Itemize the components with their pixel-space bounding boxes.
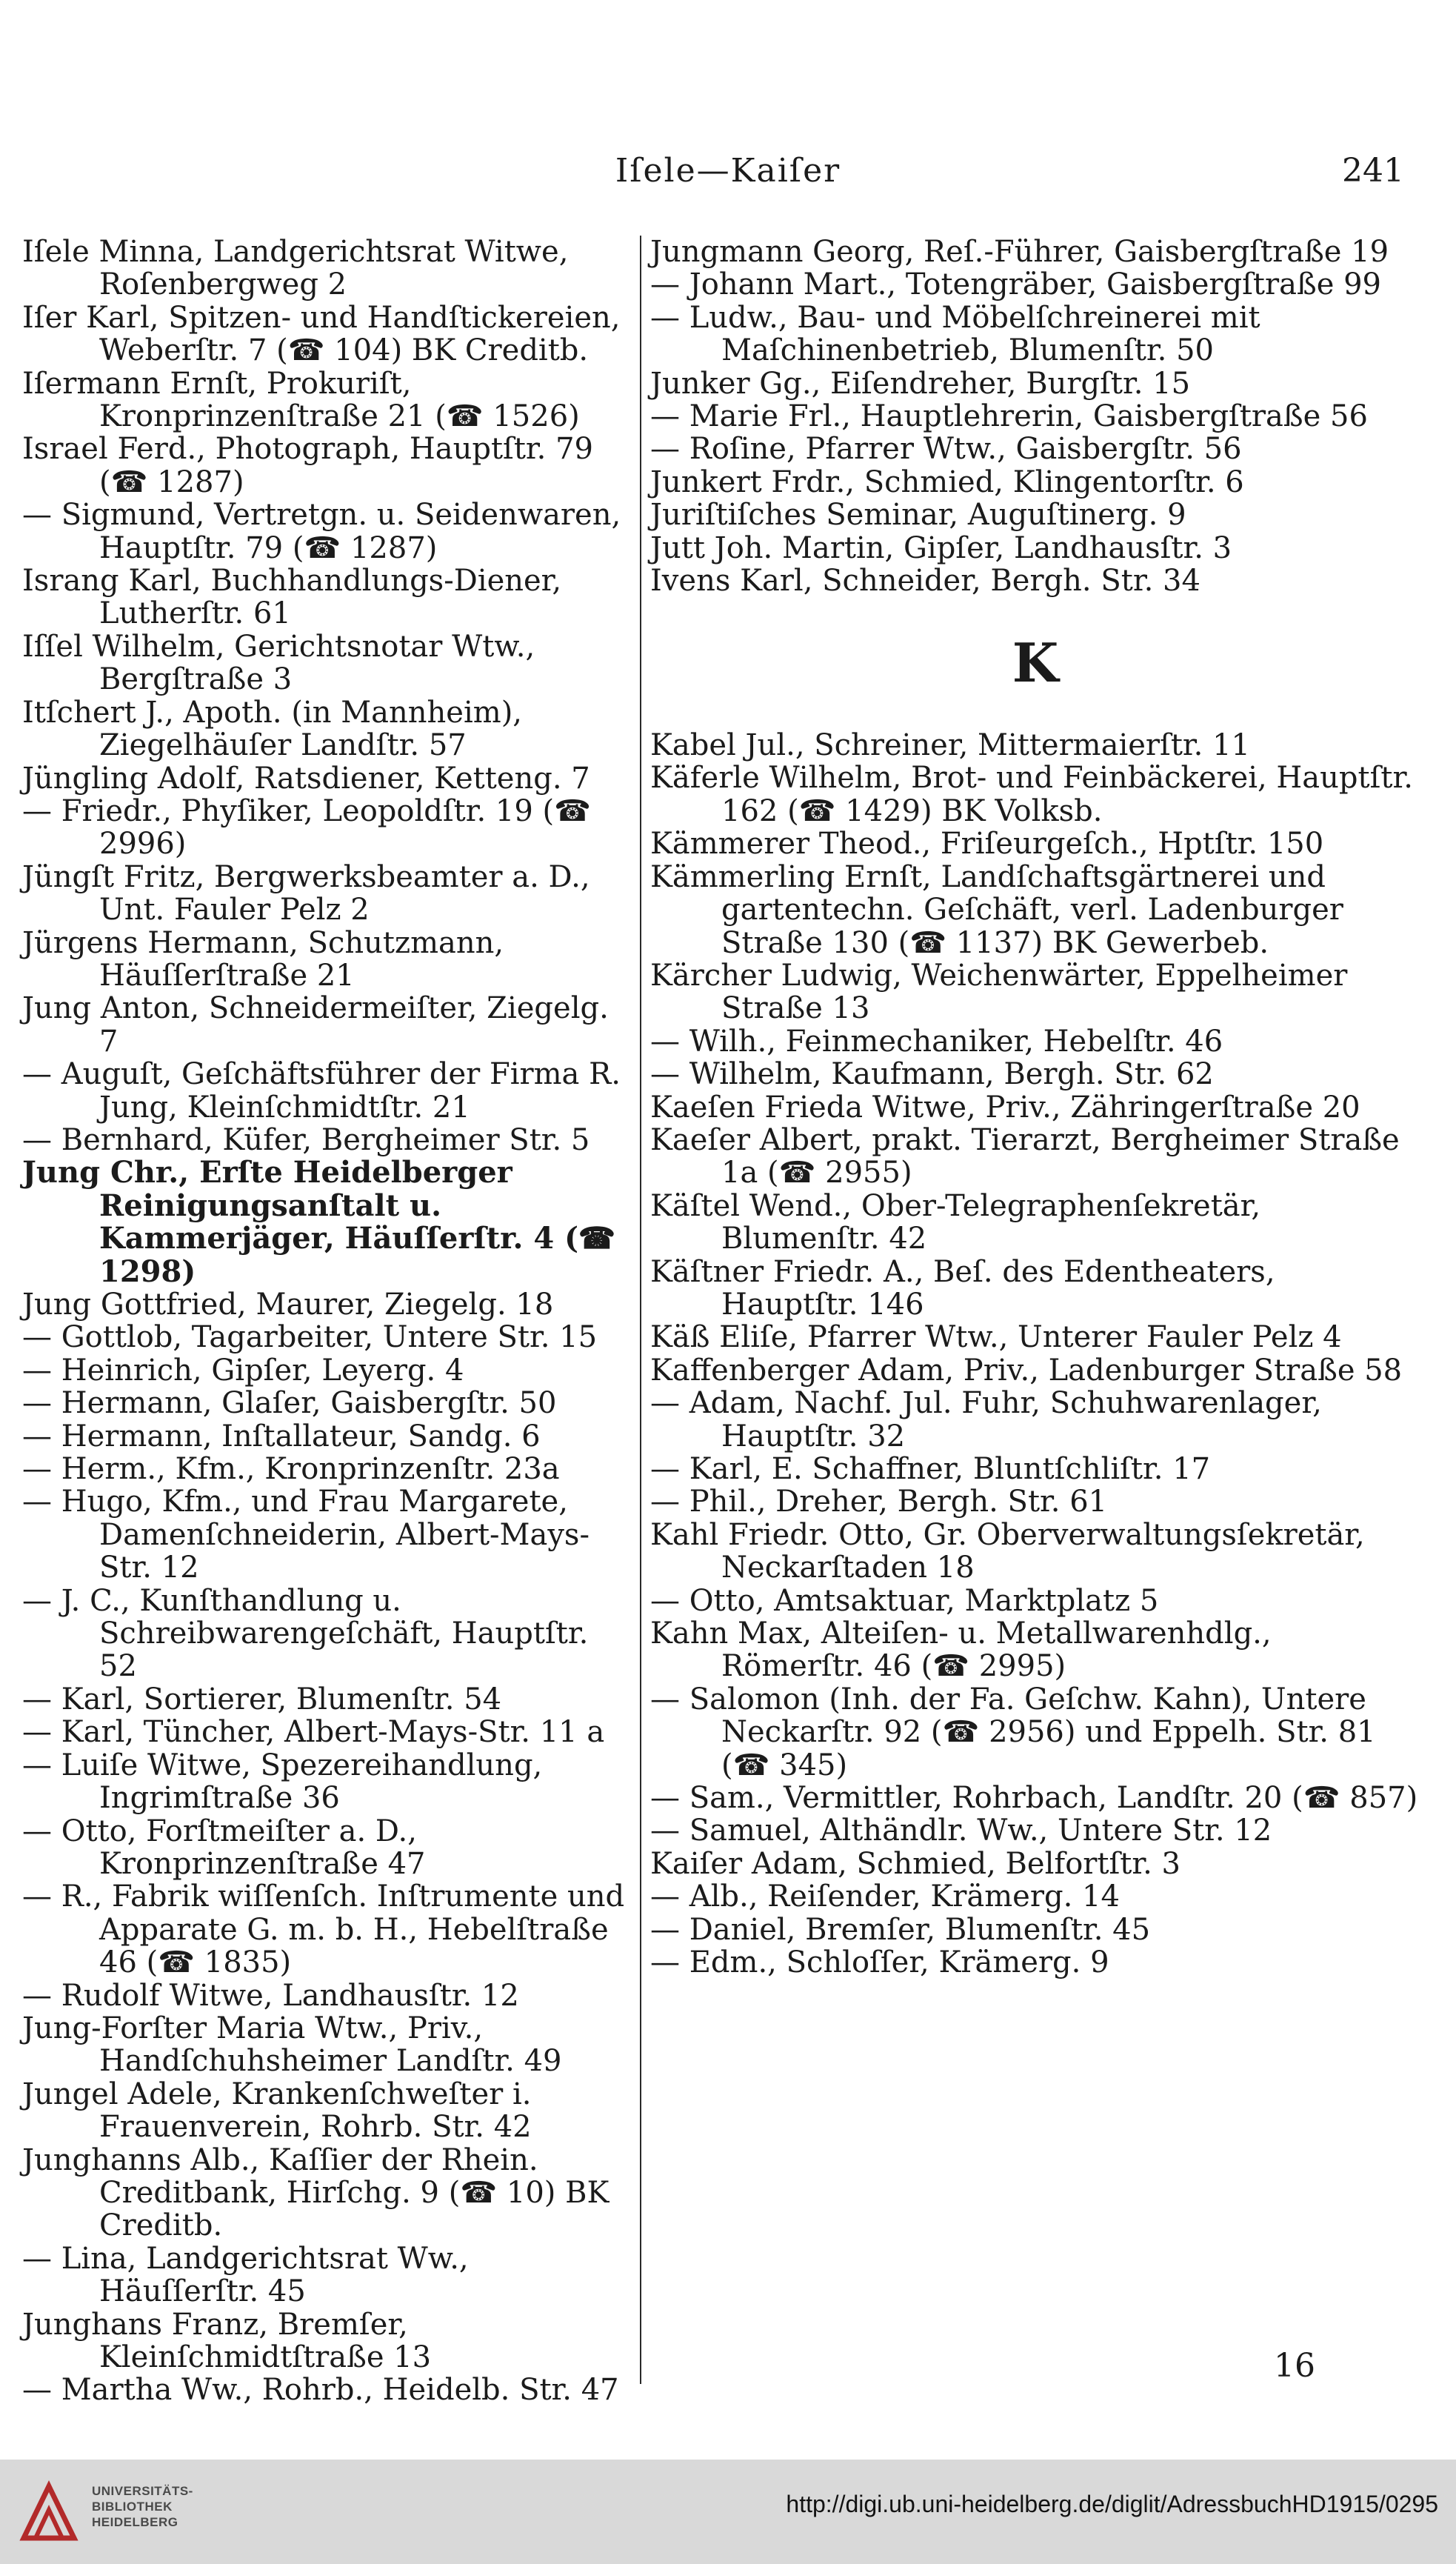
library-name bbox=[92, 2483, 193, 2530]
directory-entry: — Bernhard, Küfer, Bergheimer Str. 5 bbox=[22, 1122, 590, 1157]
right-column-top-entries bbox=[650, 236, 1420, 597]
directory-entry: Käſtel Wend., Ober-Telegraphenſekretär, Blumenſtr. 42 bbox=[650, 1188, 1261, 1256]
directory-entry: Jungmann Georg, Reſ.-Führer, Gaisbergſtraße 19 bbox=[650, 235, 1389, 269]
directory-entry: Jüngling Adolf, Ratsdiener, Ketteng. 7 bbox=[22, 761, 590, 796]
directory-entry: Junker Gg., Eiſendreher, Burgſtr. 15 bbox=[650, 366, 1191, 401]
directory-entry: — Adam, Nachf. Jul. Fuhr, Schuhwarenlager, Hauptſtr. 32 bbox=[650, 1386, 1322, 1454]
directory-entry: — Gottlob, Tagarbeiter, Untere Str. 15 bbox=[22, 1320, 598, 1355]
directory-entry: — Edm., Schloſſer, Krämerg. 9 bbox=[650, 1945, 1109, 1980]
directory-entry: Kärcher Ludwig, Weichenwärter, Eppelheimer Straße 13 bbox=[650, 958, 1348, 1026]
directory-entry: — Martha Ww., Rohrb., Heidelb. Str. 47 bbox=[22, 2373, 619, 2408]
directory-entry: — Luiſe Witwe, Spezereihandlung, Ingrimſtraße 36 bbox=[22, 1748, 543, 1816]
library-logo[interactable] bbox=[15, 2474, 200, 2548]
directory-entry: Ivens Karl, Schneider, Bergh. Str. 34 bbox=[650, 564, 1200, 599]
directory-entry: Iſele Minna, Landgerichtsrat Witwe, Roſenbergweg 2 bbox=[22, 235, 569, 302]
directory-entry: — Wilh., Feinmechaniker, Hebelſtr. 46 bbox=[650, 1024, 1223, 1059]
directory-entry: Käß Eliſe, Pfarrer Wtw., Unterer Fauler Pelz 4 bbox=[650, 1320, 1342, 1355]
right-column-bottom-entries bbox=[650, 729, 1420, 1979]
directory-entry: Itſchert J., Apoth. (in Mannheim), Ziegelhäuſer Landſtr. 57 bbox=[22, 695, 523, 763]
left-column bbox=[22, 236, 630, 2407]
directory-entry: — Otto, Forſtmeiſter a. D., Kronprinzenſtraße 47 bbox=[22, 1814, 426, 1881]
directory-entry: Iſer Karl, Spitzen- und Handſtickereien, Weberſtr. 7 (☎ 104) BK Creditb. bbox=[22, 300, 621, 368]
directory-entry: Israng Karl, Buchhandlungs-Diener, Lutherſtr. 61 bbox=[22, 564, 562, 631]
directory-entry: Juriſtiſches Seminar, Auguſtinerg. 9 bbox=[650, 498, 1186, 533]
directory-entry: — Hermann, Inſtallateur, Sandg. 6 bbox=[22, 1419, 541, 1454]
section-letter-heading: K bbox=[1012, 631, 1059, 695]
library-name-line-1: UNIVERSITÄTS- bbox=[92, 2484, 193, 2498]
library-name-line-3: HEIDELBERG bbox=[92, 2515, 178, 2529]
directory-entry: Käſtner Friedr. A., Beſ. des Edentheaters, Hauptſtr. 146 bbox=[650, 1254, 1275, 1322]
directory-entry: Junghanns Alb., Kaſſier der Rhein. Creditbank, Hirſchg. 9 (☎ 10) BK Creditb. bbox=[22, 2142, 610, 2243]
directory-entry: Kaeſen Frieda Witwe, Priv., Zähringerſtraße 20 bbox=[650, 1090, 1360, 1125]
library-name-line-2: BIBLIOTHEK bbox=[92, 2500, 173, 2514]
directory-entry: Junghans Franz, Bremſer, Kleinſchmidtſtraße 13 bbox=[22, 2307, 432, 2374]
directory-entry: — Auguſt, Geſchäftsführer der Firma R. Jung, Kleinſchmidtſtr. 21 bbox=[22, 1057, 621, 1125]
directory-entry: Iſermann Ernſt, Prokuriſt, Kronprinzenſtraße 21 (☎ 1526) bbox=[22, 366, 580, 434]
library-seal-icon bbox=[15, 2479, 83, 2547]
directory-entry: — Wilhelm, Kaufmann, Bergh. Str. 62 bbox=[650, 1057, 1214, 1092]
signature-mark: 16 bbox=[1274, 2347, 1315, 2385]
directory-entry: — Sam., Vermittler, Rohrbach, Landſtr. 20 (☎ 857) bbox=[650, 1781, 1418, 1816]
source-url-link[interactable]: http://digi.ub.uni-heidelberg.de/diglit/AdressbuchHD1915/0295 bbox=[786, 2491, 1438, 2517]
directory-entry: — Herm., Kfm., Kronprinzenſtr. 23a bbox=[22, 1452, 560, 1487]
directory-entry: Jung Chr., Erſte Heidelberger Reinigungsanſtalt u. Kammerjäger, Häuſſerſtr. 4 (☎ 1298) bbox=[22, 1155, 615, 1289]
directory-entry: Jungel Adele, Krankenſchweſter i. Frauenverein, Rohrb. Str. 42 bbox=[22, 2077, 532, 2145]
directory-entry: Jürgens Hermann, Schutzmann, Häuſſerſtraße 21 bbox=[22, 925, 504, 993]
directory-entry: — Heinrich, Gipſer, Leyerg. 4 bbox=[22, 1353, 464, 1388]
directory-entry: Kahn Max, Alteiſen- u. Metallwarenhdlg., Römerſtr. 46 (☎ 2995) bbox=[650, 1616, 1272, 1684]
directory-entry: Kaeſer Albert, prakt. Tierarzt, Bergheimer Straße 1a (☎ 2955) bbox=[650, 1122, 1400, 1191]
directory-entry: — Karl, Sortierer, Blumenſtr. 54 bbox=[22, 1682, 502, 1716]
directory-entry: — Otto, Amtsaktuar, Marktplatz 5 bbox=[650, 1583, 1159, 1618]
directory-entry: Junkert Frdr., Schmied, Klingentorſtr. 6 bbox=[650, 464, 1244, 499]
directory-entry: — Samuel, Althändlr. Ww., Untere Str. 12 bbox=[650, 1814, 1272, 1848]
page-number: 241 bbox=[1342, 152, 1404, 190]
directory-entry: — Johann Mart., Totengräber, Gaisbergſtraße 99 bbox=[650, 267, 1381, 302]
directory-entry: — Sigmund, Vertretgn. u. Seidenwaren, Hauptſtr. 79 (☎ 1287) bbox=[22, 498, 621, 565]
directory-entry: — Salomon (Inh. der Fa. Geſchw. Kahn), Untere Neckarſtr. 92 (☎ 2956) und Eppelh. Str. 81 (☎ 345) bbox=[650, 1682, 1376, 1782]
directory-entry: Jung Gottfried, Maurer, Ziegelg. 18 bbox=[22, 1288, 554, 1322]
directory-entry: — Ludw., Bau- und Möbelſchreinerei mit Maſchinenbetrieb, Blumenſtr. 50 bbox=[650, 300, 1260, 368]
directory-entry: — Hugo, Kfm., und Frau Margarete, Damenſchneiderin, Albert-Mays-Str. 12 bbox=[22, 1485, 590, 1585]
directory-entry: Jung-Forſter Maria Wtw., Priv., Handſchuhsheimer Landſtr. 49 bbox=[22, 2011, 562, 2079]
directory-entry: — Daniel, Bremſer, Blumenſtr. 45 bbox=[650, 1912, 1151, 1947]
directory-entry: Jüngſt Fritz, Bergwerksbeamter a. D., Unt. Fauler Pelz 2 bbox=[22, 859, 590, 928]
directory-entry: — J. C., Kunſthandlung u. Schreibwarengeſchäft, Hauptſtr. 52 bbox=[22, 1583, 589, 1684]
directory-entry: — Lina, Landgerichtsrat Ww., Häuſſerſtr. 45 bbox=[22, 2241, 469, 2309]
directory-entry: Kämmerer Theod., Friſeurgeſch., Hptſtr. 150 bbox=[650, 827, 1324, 862]
directory-entry: — Alb., Reiſender, Krämerg. 14 bbox=[650, 1879, 1120, 1914]
directory-entry: Israel Ferd., Photograph, Hauptſtr. 79 (☎ 1287) bbox=[22, 432, 593, 499]
footer-bar bbox=[0, 2460, 1456, 2564]
directory-entry: — Karl, Tüncher, Albert-Mays-Str. 11 a bbox=[22, 1715, 605, 1750]
directory-entry: — R., Fabrik wiſſenſch. Inſtrumente und Apparate G. m. b. H., Hebelſtraße 46 (☎ 1835) bbox=[22, 1879, 625, 1980]
right-column bbox=[650, 236, 1420, 1979]
directory-entry: Kahl Friedr. Otto, Gr. Oberverwaltungsſekretär, Neckarſtaden 18 bbox=[650, 1517, 1365, 1585]
directory-entry: — Hermann, Glaſer, Gaisbergſtr. 50 bbox=[22, 1386, 557, 1421]
running-title: Iſele—Kaiſer bbox=[615, 152, 841, 190]
directory-entry: Kämmerling Ernſt, Landſchaftsgärtnerei und gartentechn. Geſchäft, verl. Ladenburger Straße 130 (☎ 1137) BK Gewerbeb. bbox=[650, 859, 1343, 960]
directory-entry: — Roſine, Pfarrer Wtw., Gaisbergſtr. 56 bbox=[650, 432, 1242, 467]
directory-entry: — Friedr., Phyſiker, Leopoldſtr. 19 (☎ 2996) bbox=[22, 793, 591, 862]
directory-entry: Jung Anton, Schneidermeiſter, Ziegelg. 7 bbox=[22, 991, 609, 1059]
directory-entry: Kaiſer Adam, Schmied, Belfortſtr. 3 bbox=[650, 1846, 1181, 1881]
directory-entry: Kabel Jul., Schreiner, Mittermaierſtr. 11 bbox=[650, 728, 1250, 763]
directory-entry: Iſſel Wilhelm, Gerichtsnotar Wtw., Bergſtraße 3 bbox=[22, 629, 535, 697]
directory-entry: — Rudolf Witwe, Landhausſtr. 12 bbox=[22, 1978, 519, 2013]
directory-entry: — Phil., Dreher, Bergh. Str. 61 bbox=[650, 1485, 1108, 1519]
directory-entry: Käferle Wilhelm, Brot- und Feinbäckerei, Hauptſtr. 162 (☎ 1429) BK Volksb. bbox=[650, 761, 1413, 828]
directory-entry: — Karl, E. Schaffner, Bluntſchliſtr. 17 bbox=[650, 1452, 1211, 1486]
directory-entry: Kaffenberger Adam, Priv., Ladenburger Straße 58 bbox=[650, 1353, 1403, 1388]
directory-entry: — Marie Frl., Hauptlehrerin, Gaisbergſtraße 56 bbox=[650, 399, 1368, 434]
column-divider bbox=[640, 236, 641, 2384]
directory-entry: Jutt Joh. Martin, Gipſer, Landhausſtr. 3 bbox=[650, 530, 1232, 565]
